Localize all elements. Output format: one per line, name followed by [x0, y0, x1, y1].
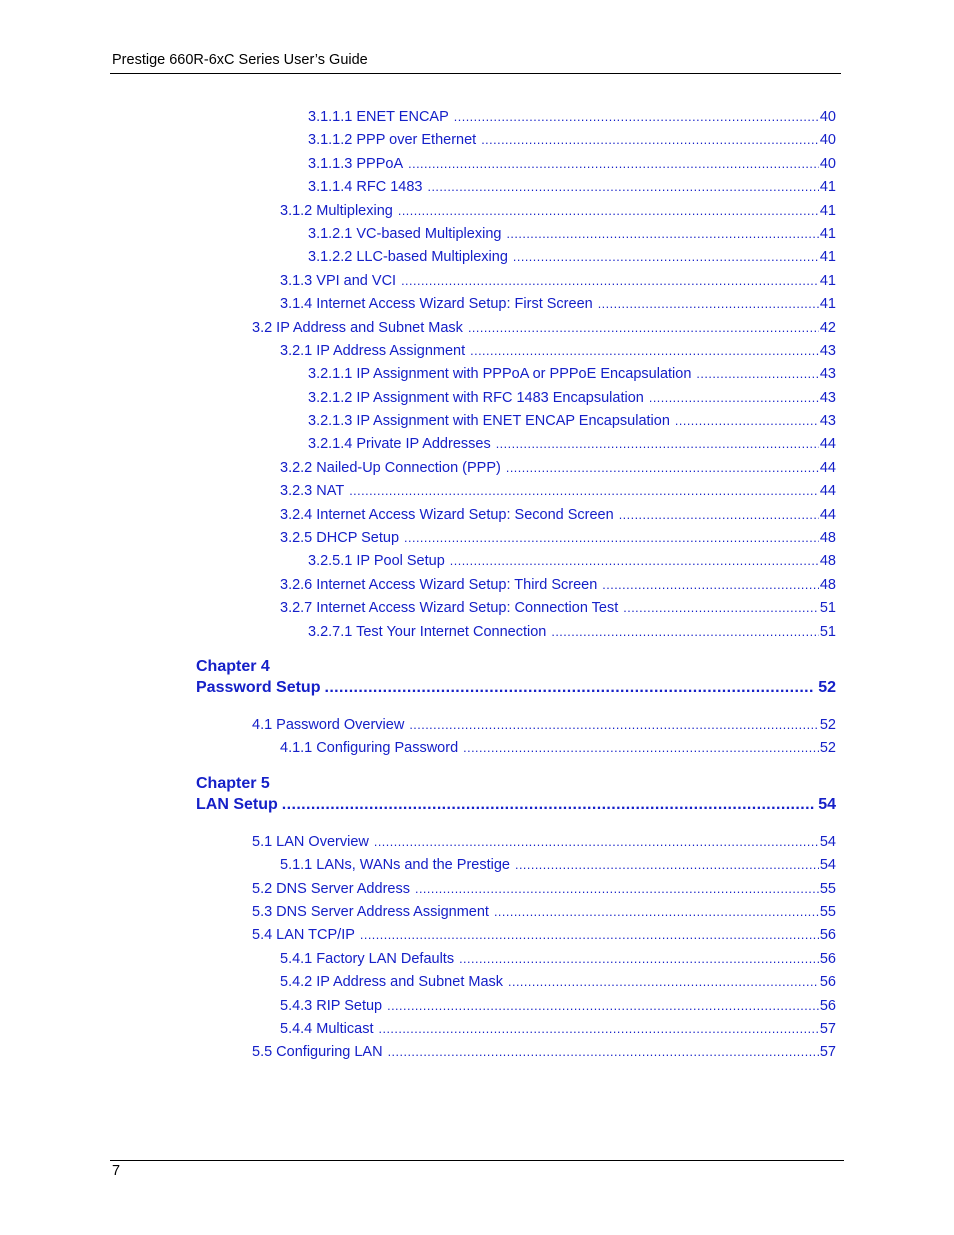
toc-entry[interactable]: 4.1.1 Configuring Password ..... 52 — [280, 739, 836, 757]
toc-entry[interactable]: 5.4.3 RIP Setup ..... 56 — [280, 997, 836, 1015]
footer-divider — [110, 1160, 844, 1161]
chapter-4-title[interactable]: Password Setup ..... 52 — [196, 678, 836, 698]
toc-entry[interactable]: 3.2.1.4 Private IP Addresses ..... 44 — [308, 435, 836, 453]
toc-entry[interactable]: 3.1.2.1 VC-based Multiplexing ..... 41 — [308, 225, 836, 243]
toc-entry[interactable]: 3.1.1.2 PPP over Ethernet ..... 40 — [308, 131, 836, 149]
toc-entry[interactable]: 3.2 IP Address and Subnet Mask ..... 42 — [252, 319, 836, 337]
toc-entry[interactable]: 5.1 LAN Overview ..... 54 — [252, 833, 836, 851]
toc-entry[interactable]: 3.2.7.1 Test Your Internet Connection ..... 51 — [308, 623, 836, 641]
toc-entry[interactable]: 3.1.1.4 RFC 1483 ..... 41 — [308, 178, 836, 196]
toc-entry[interactable]: 4.1 Password Overview ..... 52 — [252, 716, 836, 734]
chapter-5-title[interactable]: LAN Setup ..... 54 — [196, 795, 836, 815]
toc-entry[interactable]: 3.2.1.3 IP Assignment with ENET ENCAP Encapsulation ..... 43 — [308, 412, 836, 430]
toc-entry[interactable]: 3.1.2.2 LLC-based Multiplexing ..... 41 — [308, 248, 836, 266]
toc-entry[interactable]: 3.2.5.1 IP Pool Setup ..... 48 — [308, 552, 836, 570]
toc-entry[interactable]: 3.1.2 Multiplexing ..... 41 — [280, 202, 836, 220]
toc-entry[interactable]: 3.2.7 Internet Access Wizard Setup: Connection Test ..... 51 — [280, 599, 836, 617]
toc-entry[interactable]: 3.2.5 DHCP Setup ..... 48 — [280, 529, 836, 547]
page-header-title: Prestige 660R-6xC Series User’s Guide — [112, 52, 368, 68]
toc-entry[interactable]: 3.2.4 Internet Access Wizard Setup: Second Screen ..... 44 — [280, 506, 836, 524]
toc-entry[interactable]: 5.1.1 LANs, WANs and the Prestige ..... 54 — [280, 856, 836, 874]
chapter-5-label[interactable]: Chapter 5 — [196, 775, 270, 792]
toc-entry[interactable]: 3.2.1.1 IP Assignment with PPPoA or PPPoE Encapsulation ..... 43 — [308, 365, 836, 383]
toc-entry[interactable]: 5.4.1 Factory LAN Defaults ..... 56 — [280, 950, 836, 968]
toc-entry[interactable]: 3.2.6 Internet Access Wizard Setup: Third Screen ..... 48 — [280, 576, 836, 594]
chapter-4-label[interactable]: Chapter 4 — [196, 658, 270, 675]
toc-entry[interactable]: 5.4.2 IP Address and Subnet Mask ..... 56 — [280, 973, 836, 991]
toc-entry[interactable]: 5.4 LAN TCP/IP ..... 56 — [252, 926, 836, 944]
toc-entry[interactable]: 3.1.4 Internet Access Wizard Setup: First Screen ..... 41 — [280, 295, 836, 313]
toc-entry[interactable]: 3.2.1 IP Address Assignment ..... 43 — [280, 342, 836, 360]
toc-entry[interactable]: 5.5 Configuring LAN ..... 57 — [252, 1043, 836, 1061]
toc-entry[interactable]: 3.2.3 NAT ..... 44 — [280, 482, 836, 500]
toc-entry[interactable]: 3.1.1.3 PPPoA ..... 40 — [308, 155, 836, 173]
toc-entry[interactable]: 3.2.2 Nailed-Up Connection (PPP) ..... 44 — [280, 459, 836, 477]
toc-entry[interactable]: 5.4.4 Multicast ..... 57 — [280, 1020, 836, 1038]
toc-entry[interactable]: 3.2.1.2 IP Assignment with RFC 1483 Encapsulation ..... 43 — [308, 389, 836, 407]
toc-entry[interactable]: 3.1.1.1 ENET ENCAP ..... 40 — [308, 108, 836, 126]
page-number: 7 — [112, 1163, 121, 1179]
toc-entry[interactable]: 5.2 DNS Server Address ..... 55 — [252, 880, 836, 898]
toc-entry[interactable]: 3.1.3 VPI and VCI ..... 41 — [280, 272, 836, 290]
toc-entry[interactable]: 5.3 DNS Server Address Assignment ..... 55 — [252, 903, 836, 921]
